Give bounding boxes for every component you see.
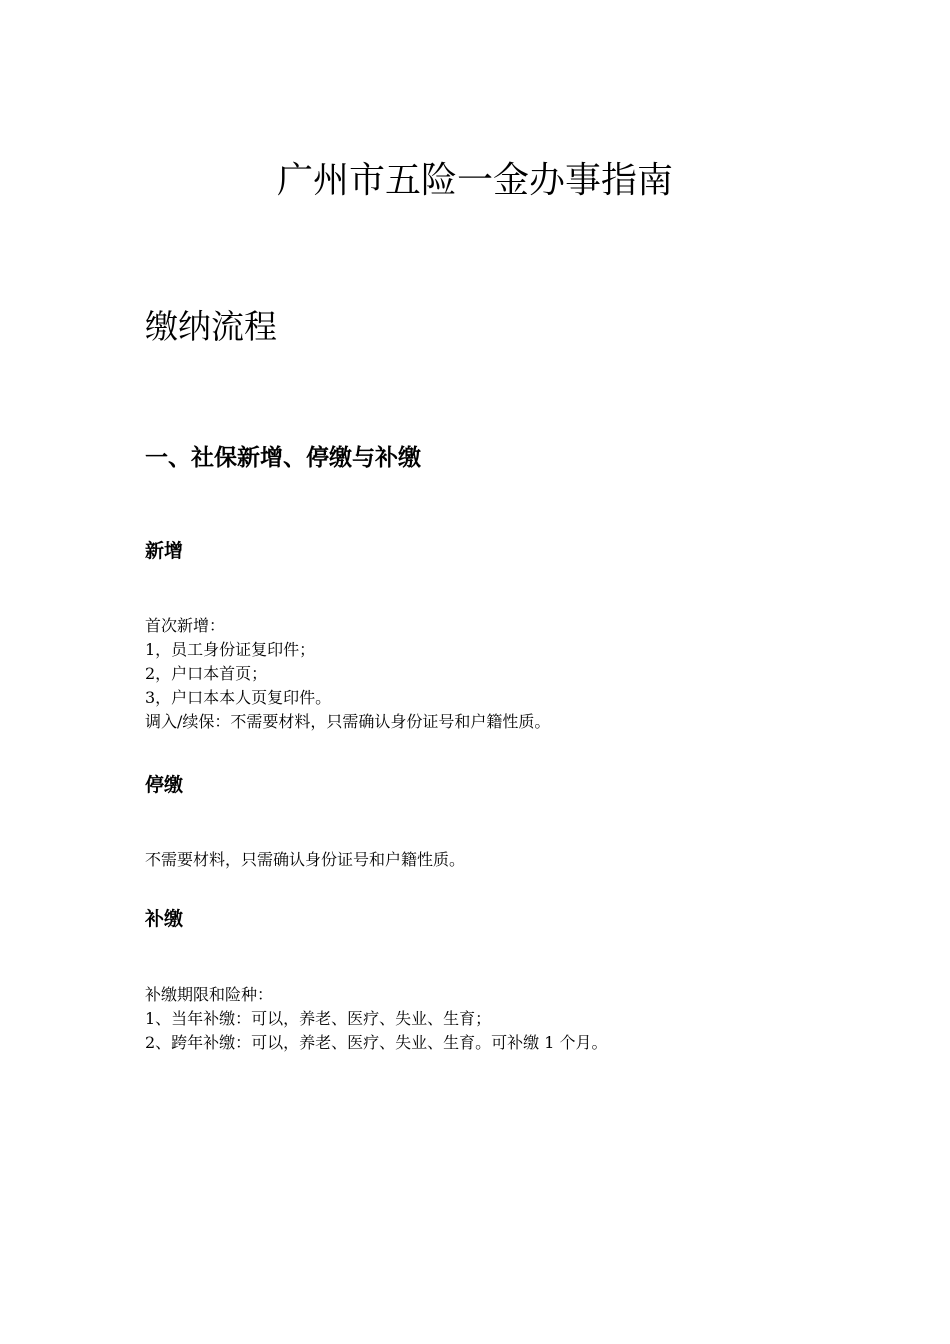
text-line: 补缴期限和险种： <box>145 985 274 1004</box>
text-line: 3，户口本本人页复印件。 <box>145 688 332 707</box>
text-line: 首次新增： <box>145 616 226 635</box>
stop-requirements-text <box>145 848 825 872</box>
text-line: 不需要材料，只需确认身份证号和户籍性质。 <box>145 850 466 869</box>
text-line: 1，员工身份证复印件； <box>145 640 316 659</box>
document-title: 广州市五险一金办事指南 <box>276 160 673 201</box>
text-line: 2、跨年补缴：可以，养老、医疗、失业、生育。可补缴 1 个月。 <box>145 1033 608 1052</box>
section-heading-social-insurance: 一、社保新增、停缴与补缴 <box>145 445 421 471</box>
text-line: 1、当年补缴：可以，养老、医疗、失业、生育； <box>145 1009 492 1028</box>
text-line: 2，户口本首页； <box>145 664 268 683</box>
subsection-heading-backpay: 补缴 <box>145 908 184 930</box>
backpay-requirements-text <box>145 983 825 1055</box>
heading-payment-process: 缴纳流程 <box>145 307 277 346</box>
subsection-heading-stop: 停缴 <box>145 774 184 796</box>
subsection-heading-add: 新增 <box>145 540 184 562</box>
text-line: 调入/续保：不需要材料，只需确认身份证号和户籍性质。 <box>145 712 551 731</box>
add-requirements-text <box>145 614 825 734</box>
